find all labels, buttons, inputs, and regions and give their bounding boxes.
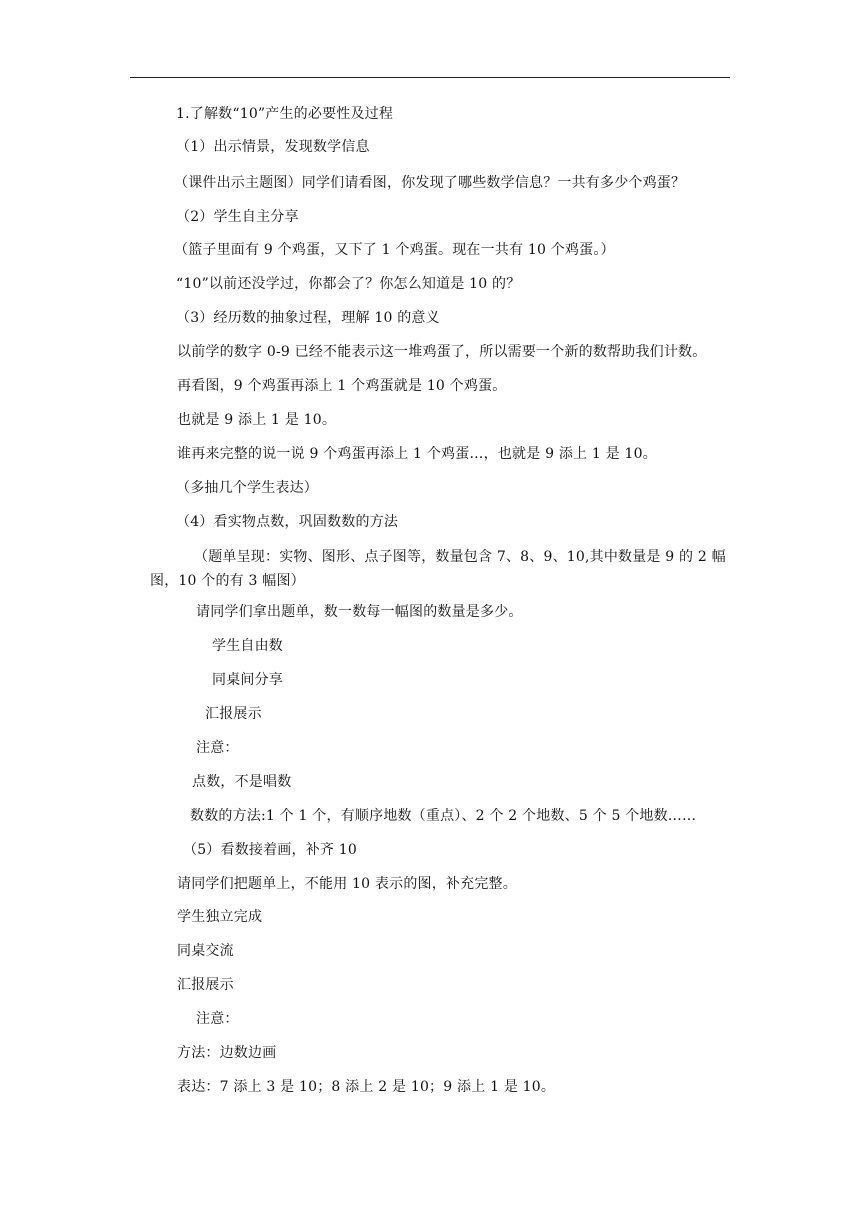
paragraph: “10”以前还没学过，你都会了？你怎么知道是 10 的？: [176, 276, 521, 292]
note-label: 注意：: [196, 740, 239, 756]
step-item: 学生自由数: [212, 638, 283, 654]
header-rule: [130, 77, 730, 78]
subheading-2: （2）学生自主分享: [176, 209, 299, 225]
section-heading: 1.了解数“10”产生的必要性及过程: [176, 106, 394, 122]
paragraph: 以前学的数字 0-9 已经不能表示这一堆鸡蛋了，所以需要一个新的数帮助我们计数。: [177, 344, 707, 360]
paragraph: 也就是 9 添上 1 是 10。: [177, 412, 337, 428]
note-item: 数数的方法:1 个 1 个，有顺序地数（重点）、2 个 2 个地数、5 个 5 个地数……: [190, 808, 697, 824]
step-item: 同桌交流: [177, 943, 234, 959]
note-item: 表达：7 添上 3 是 10；8 添上 2 是 10；9 添上 1 是 10。: [177, 1079, 556, 1095]
paragraph: （篮子里面有 9 个鸡蛋，又下了 1 个鸡蛋。现在一共有 10 个鸡蛋。）: [174, 242, 615, 258]
paragraph: 谁再来完整的说一说 9 个鸡蛋再添上 1 个鸡蛋…，也就是 9 添上 1 是 10。: [177, 446, 657, 462]
step-item: 汇报展示: [177, 977, 234, 993]
subheading-3: （3）经历数的抽象过程，理解 10 的意义: [176, 310, 440, 326]
subheading-4: （4）看实物点数，巩固数数的方法: [176, 514, 399, 530]
paragraph: 请同学们把题单上，不能用 10 表示的图，补充完整。: [177, 876, 517, 892]
note-item: 点数，不是唱数: [192, 774, 292, 790]
paragraph: （课件出示主题图）同学们请看图，你发现了哪些数学信息？一共有多少个鸡蛋？: [174, 175, 686, 191]
paragraph: 请同学们拿出题单，数一数每一幅图的数量是多少。: [196, 604, 523, 620]
paragraph-wrapped: （题单呈现：实物、图形、点子图等，数量包含 7、8、9、10,其中数量是 9 的 2 幅图，10 个的有 3 幅图）: [150, 549, 726, 589]
paragraph: 再看图，9 个鸡蛋再添上 1 个鸡蛋就是 10 个鸡蛋。: [177, 378, 507, 394]
subheading-1: （1）出示情景，发现数学信息: [176, 139, 370, 155]
paragraph: （多抽几个学生表达）: [176, 480, 318, 496]
subheading-5: （5）看数接着画，补齐 10: [183, 842, 357, 858]
step-item: 同桌间分享: [212, 672, 283, 688]
note-item: 方法：边数边画: [177, 1045, 277, 1061]
step-item: 汇报展示: [205, 706, 262, 722]
step-item: 学生独立完成: [177, 909, 263, 925]
note-label: 注意：: [196, 1011, 239, 1027]
